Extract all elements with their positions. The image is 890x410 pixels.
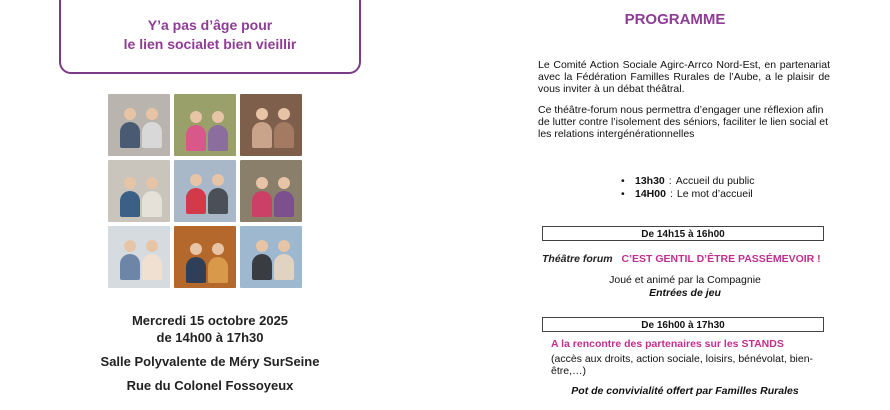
- played-by: [535, 274, 835, 300]
- tagline-frame: [59, 0, 361, 74]
- stands-heading: A la rencontre des partenaires sur les STANDS: [551, 338, 784, 350]
- person-head: [146, 177, 158, 189]
- bullet-icon: •: [621, 188, 625, 200]
- person-body: [120, 254, 140, 280]
- person-head: [146, 108, 158, 120]
- person-body: [208, 257, 228, 283]
- tagline-line1: Y’a pas d’âge pour: [147, 17, 273, 33]
- person-head: [124, 177, 136, 189]
- event-hours: de 14h00 à 17h30: [156, 330, 264, 345]
- person-head: [256, 108, 268, 120]
- person-body: [186, 125, 206, 151]
- person-body: [252, 191, 272, 217]
- schedule-sep: :: [668, 175, 672, 187]
- tagline: [61, 16, 359, 54]
- photo-grid: [108, 94, 302, 288]
- schedule-time: 13h30: [635, 175, 665, 187]
- person-head: [124, 108, 136, 120]
- theatre-forum-line: [542, 253, 838, 265]
- schedule-item: [621, 175, 755, 188]
- forum-label: Théâtre forum: [542, 253, 613, 265]
- person-head: [212, 174, 224, 186]
- event-venue: Salle Polyvalente de Méry SurSeine: [100, 354, 320, 369]
- photo-couple-table: [108, 94, 170, 156]
- event-street: Rue du Colonel Fossoyeux: [126, 378, 294, 393]
- person-head: [190, 174, 202, 186]
- stands-details: (accès aux droits, action sociale, loisirs, bénévolat, bien-être,…): [551, 353, 814, 377]
- person-body: [142, 254, 162, 280]
- person-body: [186, 188, 206, 214]
- photo-grandparents-child: [108, 226, 170, 288]
- person-head: [212, 243, 224, 255]
- person-body: [252, 122, 272, 148]
- person-head: [256, 240, 268, 252]
- person-head: [278, 240, 290, 252]
- person-head: [212, 111, 224, 123]
- photo-autumn-park: [174, 226, 236, 288]
- photo-intergenerational-laptop: [108, 160, 170, 222]
- person-head: [278, 177, 290, 189]
- person-body: [120, 122, 140, 148]
- person-body: [186, 257, 206, 283]
- person-head: [124, 240, 136, 252]
- schedule-label: Accueil du public: [675, 175, 755, 187]
- person-head: [278, 108, 290, 120]
- event-info: [70, 312, 350, 394]
- pot-convivialite: Pot de convivialité offert par Familles Rurales: [571, 385, 799, 397]
- time-block-2: De 16h00 à 17h30: [542, 317, 824, 332]
- photo-group-smiling: [240, 160, 302, 222]
- person-body: [208, 188, 228, 214]
- photo-women-friends: [174, 94, 236, 156]
- person-body: [142, 122, 162, 148]
- person-head: [190, 111, 202, 123]
- person-body: [208, 125, 228, 151]
- person-body: [274, 191, 294, 217]
- person-body: [274, 254, 294, 280]
- photo-hands-together: [240, 94, 302, 156]
- intro-paragraph: Le Comité Action Sociale Agirc-Arrco Nord-Est, en partenariat avec la Fédération Familles Rurales de l’Aube, a le plaisir de vous inviter à un débat théâtral.: [538, 59, 830, 95]
- played-by-text: Joué et animé par la Compagnie: [609, 274, 761, 286]
- forum-title: C’EST GENTIL D’ÊTRE PASSÉMEVOIR !: [621, 253, 821, 265]
- schedule-item: [621, 188, 755, 201]
- person-body: [142, 191, 162, 217]
- person-body: [120, 191, 140, 217]
- person-head: [256, 177, 268, 189]
- tagline-line2: le lien socialet bien vieillir: [123, 36, 297, 52]
- photo-bicycle-child: [240, 226, 302, 288]
- bullet-icon: •: [621, 175, 625, 187]
- purpose-paragraph: Ce théâtre-forum nous permettra d’engager une réflexion afin de lutter contre l’isolement des séniors, faciliter le lien social et les relations intergénérationnelles: [538, 104, 829, 140]
- schedule-sep: :: [669, 188, 673, 200]
- event-date: Mercredi 15 octobre 2025: [131, 313, 289, 328]
- company-name: Entrées de jeu: [649, 287, 721, 299]
- person-head: [190, 243, 202, 255]
- schedule-label: Le mot d’accueil: [676, 188, 753, 200]
- schedule-time: 14H00: [635, 188, 666, 200]
- person-body: [252, 254, 272, 280]
- photo-couple-seaside: [174, 160, 236, 222]
- person-body: [274, 122, 294, 148]
- schedule-list: [621, 175, 755, 201]
- person-head: [146, 240, 158, 252]
- right-panel: [445, 0, 890, 410]
- programme-title: PROGRAMME: [624, 11, 726, 28]
- time-block-1: De 14h15 à 16h00: [542, 226, 824, 241]
